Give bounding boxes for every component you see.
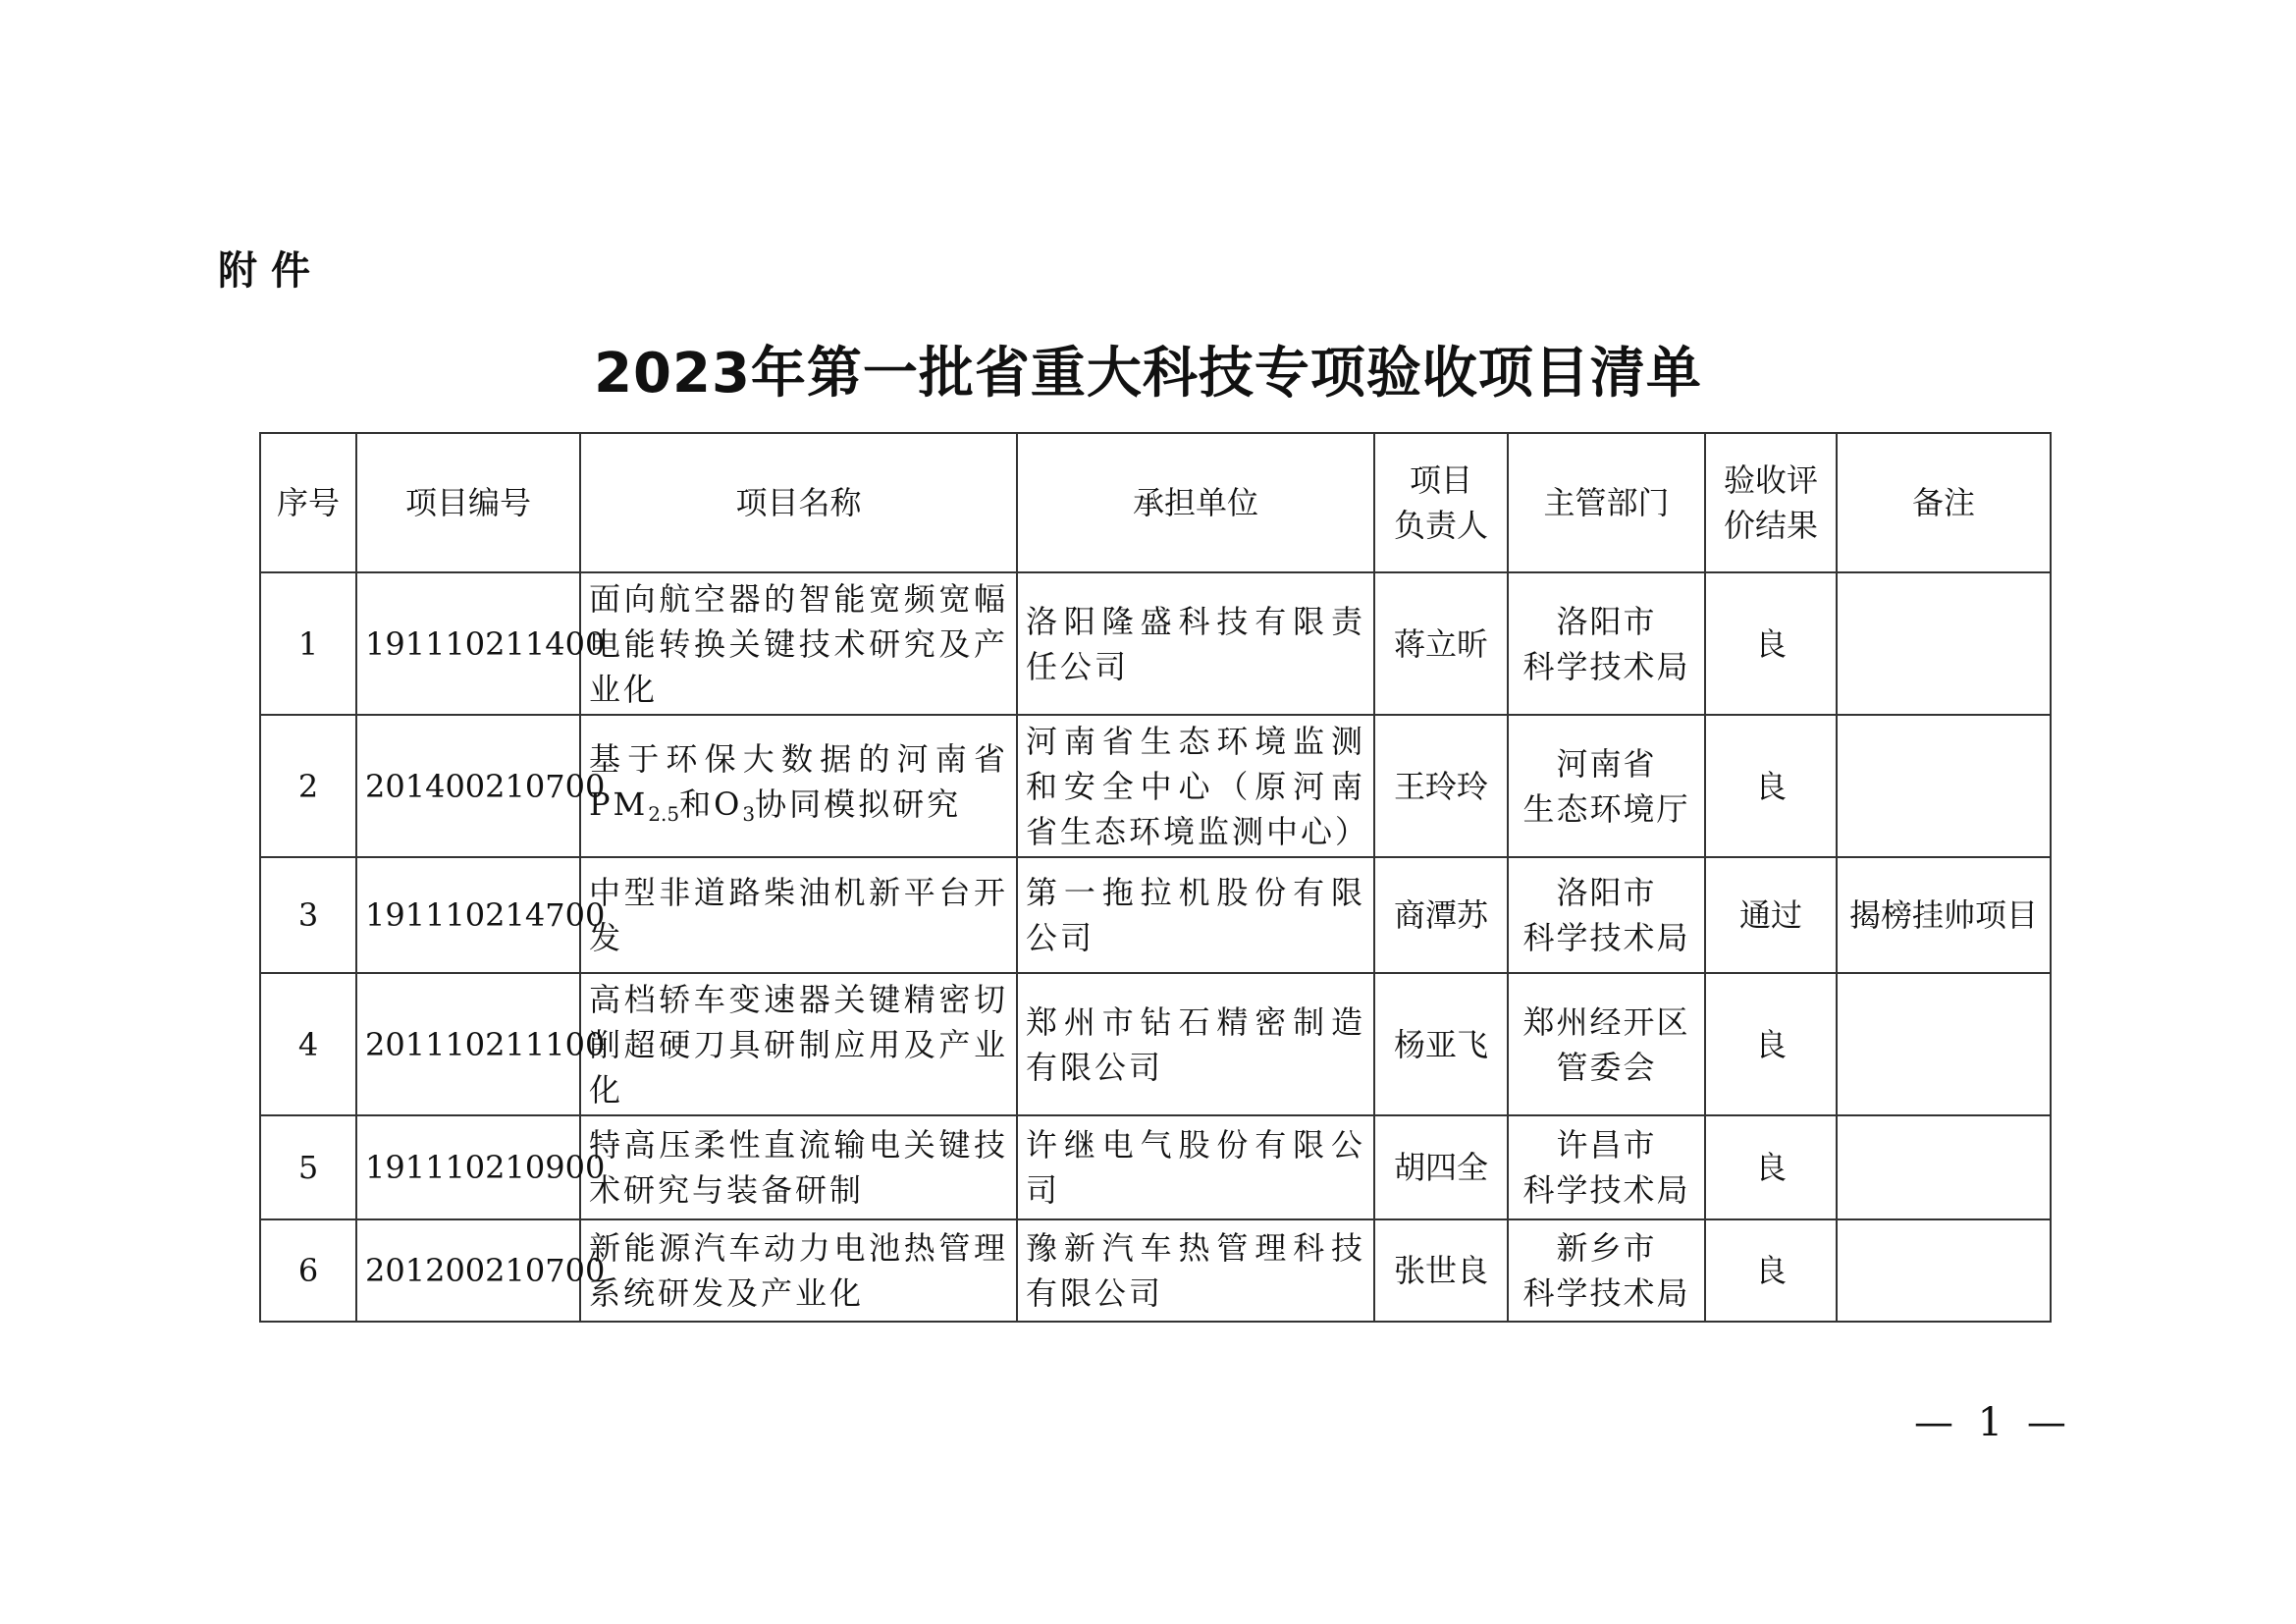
cell-note (1837, 973, 2051, 1115)
cell-name: 高档轿车变速器关键精密切削超硬刀具研制应用及产业化 (580, 973, 1017, 1115)
cell-note (1837, 715, 2051, 857)
cell-lead: 胡四全 (1374, 1115, 1508, 1219)
header-dept: 主管部门 (1508, 433, 1705, 572)
subscript-3: 3 (742, 801, 756, 826)
name-text-suffix: 协同模拟研究 (755, 785, 962, 823)
cell-seq: 6 (260, 1219, 356, 1322)
cell-unit: 郑州市钻石精密制造有限公司 (1017, 973, 1374, 1115)
table-row (260, 572, 2051, 715)
cell-unit: 河南省生态环境监测和安全中心（原河南省生态环境监测中心） (1017, 715, 1374, 857)
cell-lead: 张世良 (1374, 1219, 1508, 1322)
name-text-prefix: 基于环保大数据的河南省PM (589, 739, 1008, 823)
table-row (260, 973, 2051, 1115)
cell-code: 201200210700 (356, 1219, 580, 1322)
cell-lead: 杨亚飞 (1374, 973, 1508, 1115)
page-number: — 1 — (1914, 1400, 2072, 1445)
cell-result: 良 (1705, 715, 1837, 857)
cell-result: 良 (1705, 973, 1837, 1115)
cell-name: 特高压柔性直流输电关键技术研究与装备研制 (580, 1115, 1017, 1219)
cell-seq: 5 (260, 1115, 356, 1219)
header-lead: 项目 负责人 (1374, 433, 1508, 572)
cell-result: 良 (1705, 1219, 1837, 1322)
cell-lead: 蒋立昕 (1374, 572, 1508, 715)
cell-note (1837, 1115, 2051, 1219)
document-title: 2023年第一批省重大科技专项验收项目清单 (594, 342, 1702, 406)
cell-note (1837, 572, 2051, 715)
cell-result: 良 (1705, 1115, 1837, 1219)
table-row (260, 715, 2051, 857)
cell-note (1837, 1219, 2051, 1322)
header-unit: 承担单位 (1017, 433, 1374, 572)
cell-name (580, 715, 1017, 857)
cell-unit: 许继电气股份有限公司 (1017, 1115, 1374, 1219)
cell-seq: 3 (260, 857, 356, 973)
cell-result: 良 (1705, 572, 1837, 715)
table-row (260, 1219, 2051, 1322)
cell-unit: 豫新汽车热管理科技有限公司 (1017, 1219, 1374, 1322)
header-result: 验收评 价结果 (1705, 433, 1837, 572)
cell-code: 191110211400 (356, 572, 580, 715)
cell-name: 面向航空器的智能宽频宽幅电能转换关键技术研究及产业化 (580, 572, 1017, 715)
cell-lead: 商潭苏 (1374, 857, 1508, 973)
cell-dept: 新乡市 科学技术局 (1508, 1219, 1705, 1322)
cell-dept: 洛阳市 科学技术局 (1508, 857, 1705, 973)
header-note: 备注 (1837, 433, 2051, 572)
cell-dept: 洛阳市 科学技术局 (1508, 572, 1705, 715)
attachment-label: 附件 (218, 248, 324, 294)
cell-seq: 2 (260, 715, 356, 857)
name-text-mid: 和O (679, 785, 743, 823)
table-header-row (260, 433, 2051, 572)
cell-dept: 许昌市 科学技术局 (1508, 1115, 1705, 1219)
project-list-table (259, 432, 2052, 1323)
cell-code: 201400210700 (356, 715, 580, 857)
subscript-2-5: 2.5 (648, 801, 680, 826)
cell-unit: 第一拖拉机股份有限公司 (1017, 857, 1374, 973)
cell-note: 揭榜挂帅项目 (1837, 857, 2051, 973)
header-seq: 序号 (260, 433, 356, 572)
table-row (260, 1115, 2051, 1219)
cell-name: 新能源汽车动力电池热管理系统研发及产业化 (580, 1219, 1017, 1322)
cell-code: 191110214700 (356, 857, 580, 973)
cell-lead: 王玲玲 (1374, 715, 1508, 857)
cell-dept: 郑州经开区 管委会 (1508, 973, 1705, 1115)
cell-seq: 4 (260, 973, 356, 1115)
cell-seq: 1 (260, 572, 356, 715)
cell-code: 201110211100 (356, 973, 580, 1115)
table-row (260, 857, 2051, 973)
cell-result: 通过 (1705, 857, 1837, 973)
cell-dept: 河南省 生态环境厅 (1508, 715, 1705, 857)
cell-unit: 洛阳隆盛科技有限责任公司 (1017, 572, 1374, 715)
cell-name: 中型非道路柴油机新平台开发 (580, 857, 1017, 973)
header-name: 项目名称 (580, 433, 1017, 572)
header-code: 项目编号 (356, 433, 580, 572)
cell-code: 191110210900 (356, 1115, 580, 1219)
